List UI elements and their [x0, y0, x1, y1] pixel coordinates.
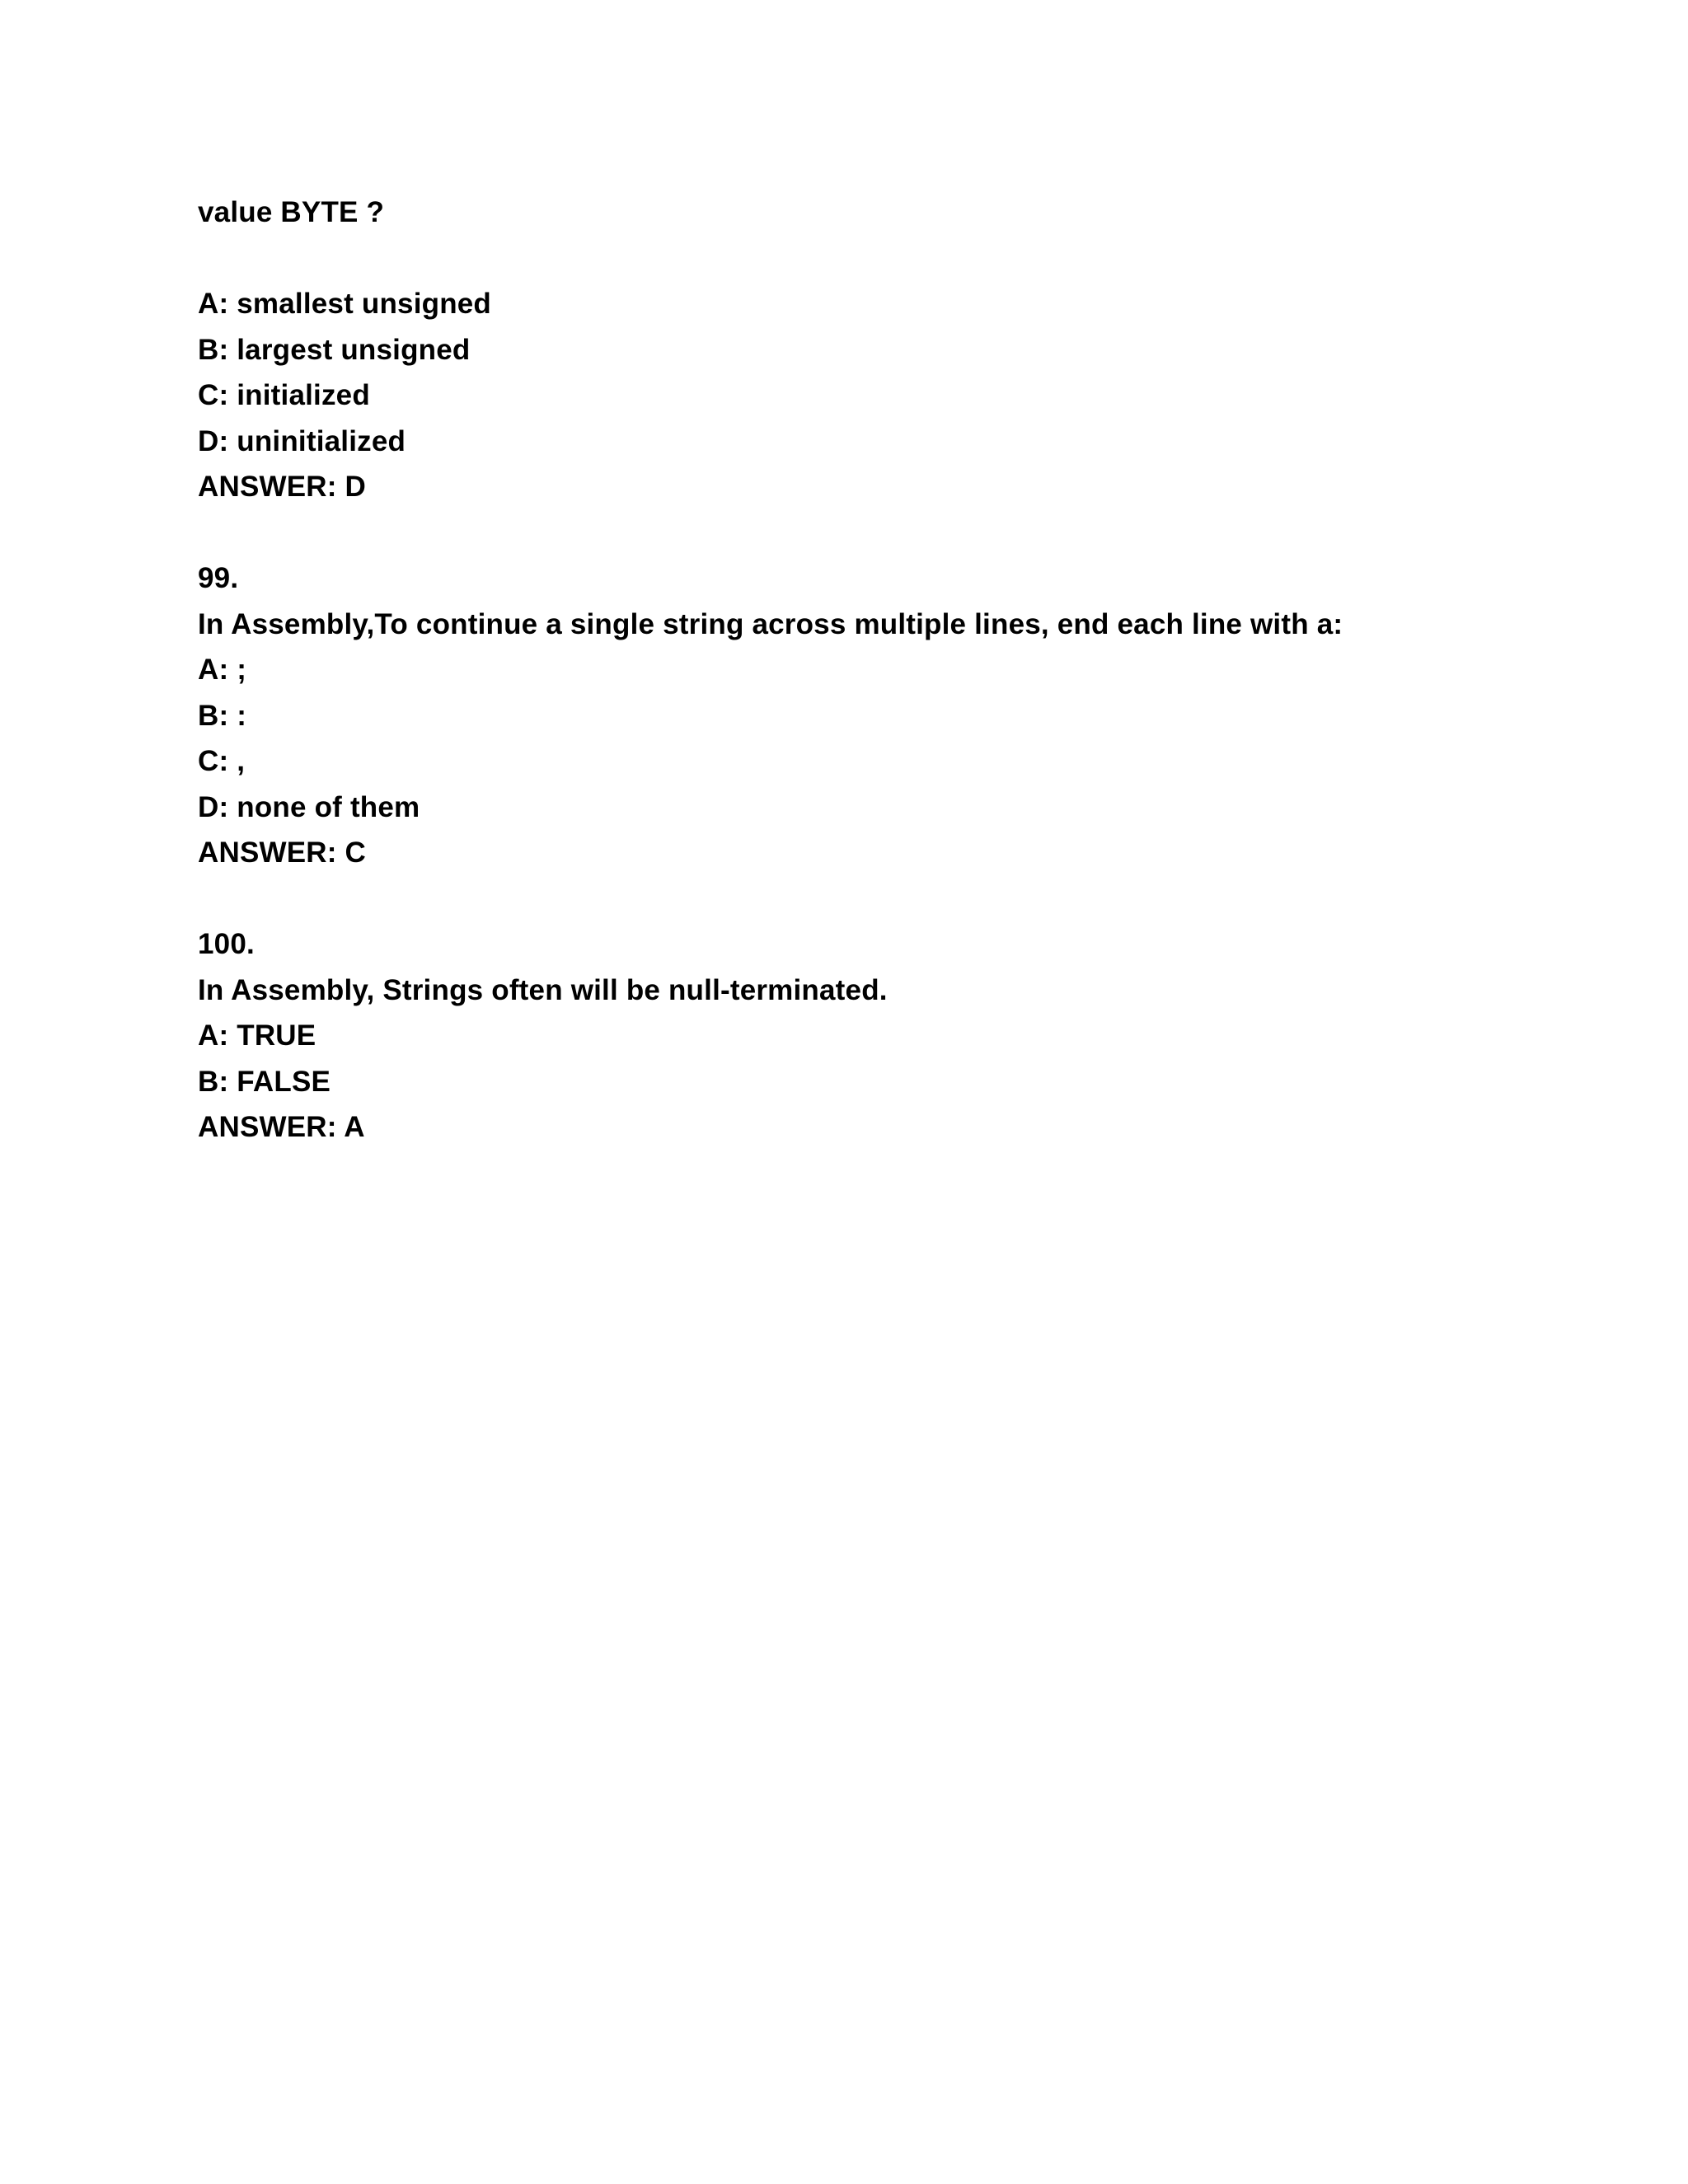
question-number: 99. — [198, 562, 239, 594]
answer-line: ANSWER: C — [198, 837, 367, 869]
blank-line — [198, 510, 1599, 556]
answer-line: ANSWER: A — [198, 1111, 365, 1143]
question-number: 100. — [198, 928, 255, 960]
option-a: A: TRUE — [198, 1019, 316, 1052]
question-100 — [198, 921, 1599, 1151]
option-d: D: uninitialized — [198, 424, 406, 457]
blank-line — [198, 876, 1599, 922]
option-b: B: FALSE — [198, 1065, 331, 1098]
answer-line: ANSWER: D — [198, 471, 367, 503]
option-a: A: smallest unsigned — [198, 288, 492, 320]
option-a: A: ; — [198, 654, 247, 686]
question-text: In Assembly, Strings often will be null-terminated. — [198, 973, 888, 1006]
question-98-continuation — [198, 190, 1599, 510]
question-99 — [198, 555, 1599, 876]
question-text: value BYTE ? — [198, 196, 385, 228]
blank-line — [198, 236, 1599, 282]
question-text: In Assembly,To continue a single string across multiple lines, end each line with a: — [198, 607, 1343, 640]
option-c: C: , — [198, 745, 246, 777]
option-b: B: : — [198, 699, 247, 732]
option-d: D: none of them — [198, 790, 420, 823]
document-page — [198, 190, 1599, 1151]
option-b: B: largest unsigned — [198, 333, 471, 366]
option-c: C: initialized — [198, 379, 370, 411]
